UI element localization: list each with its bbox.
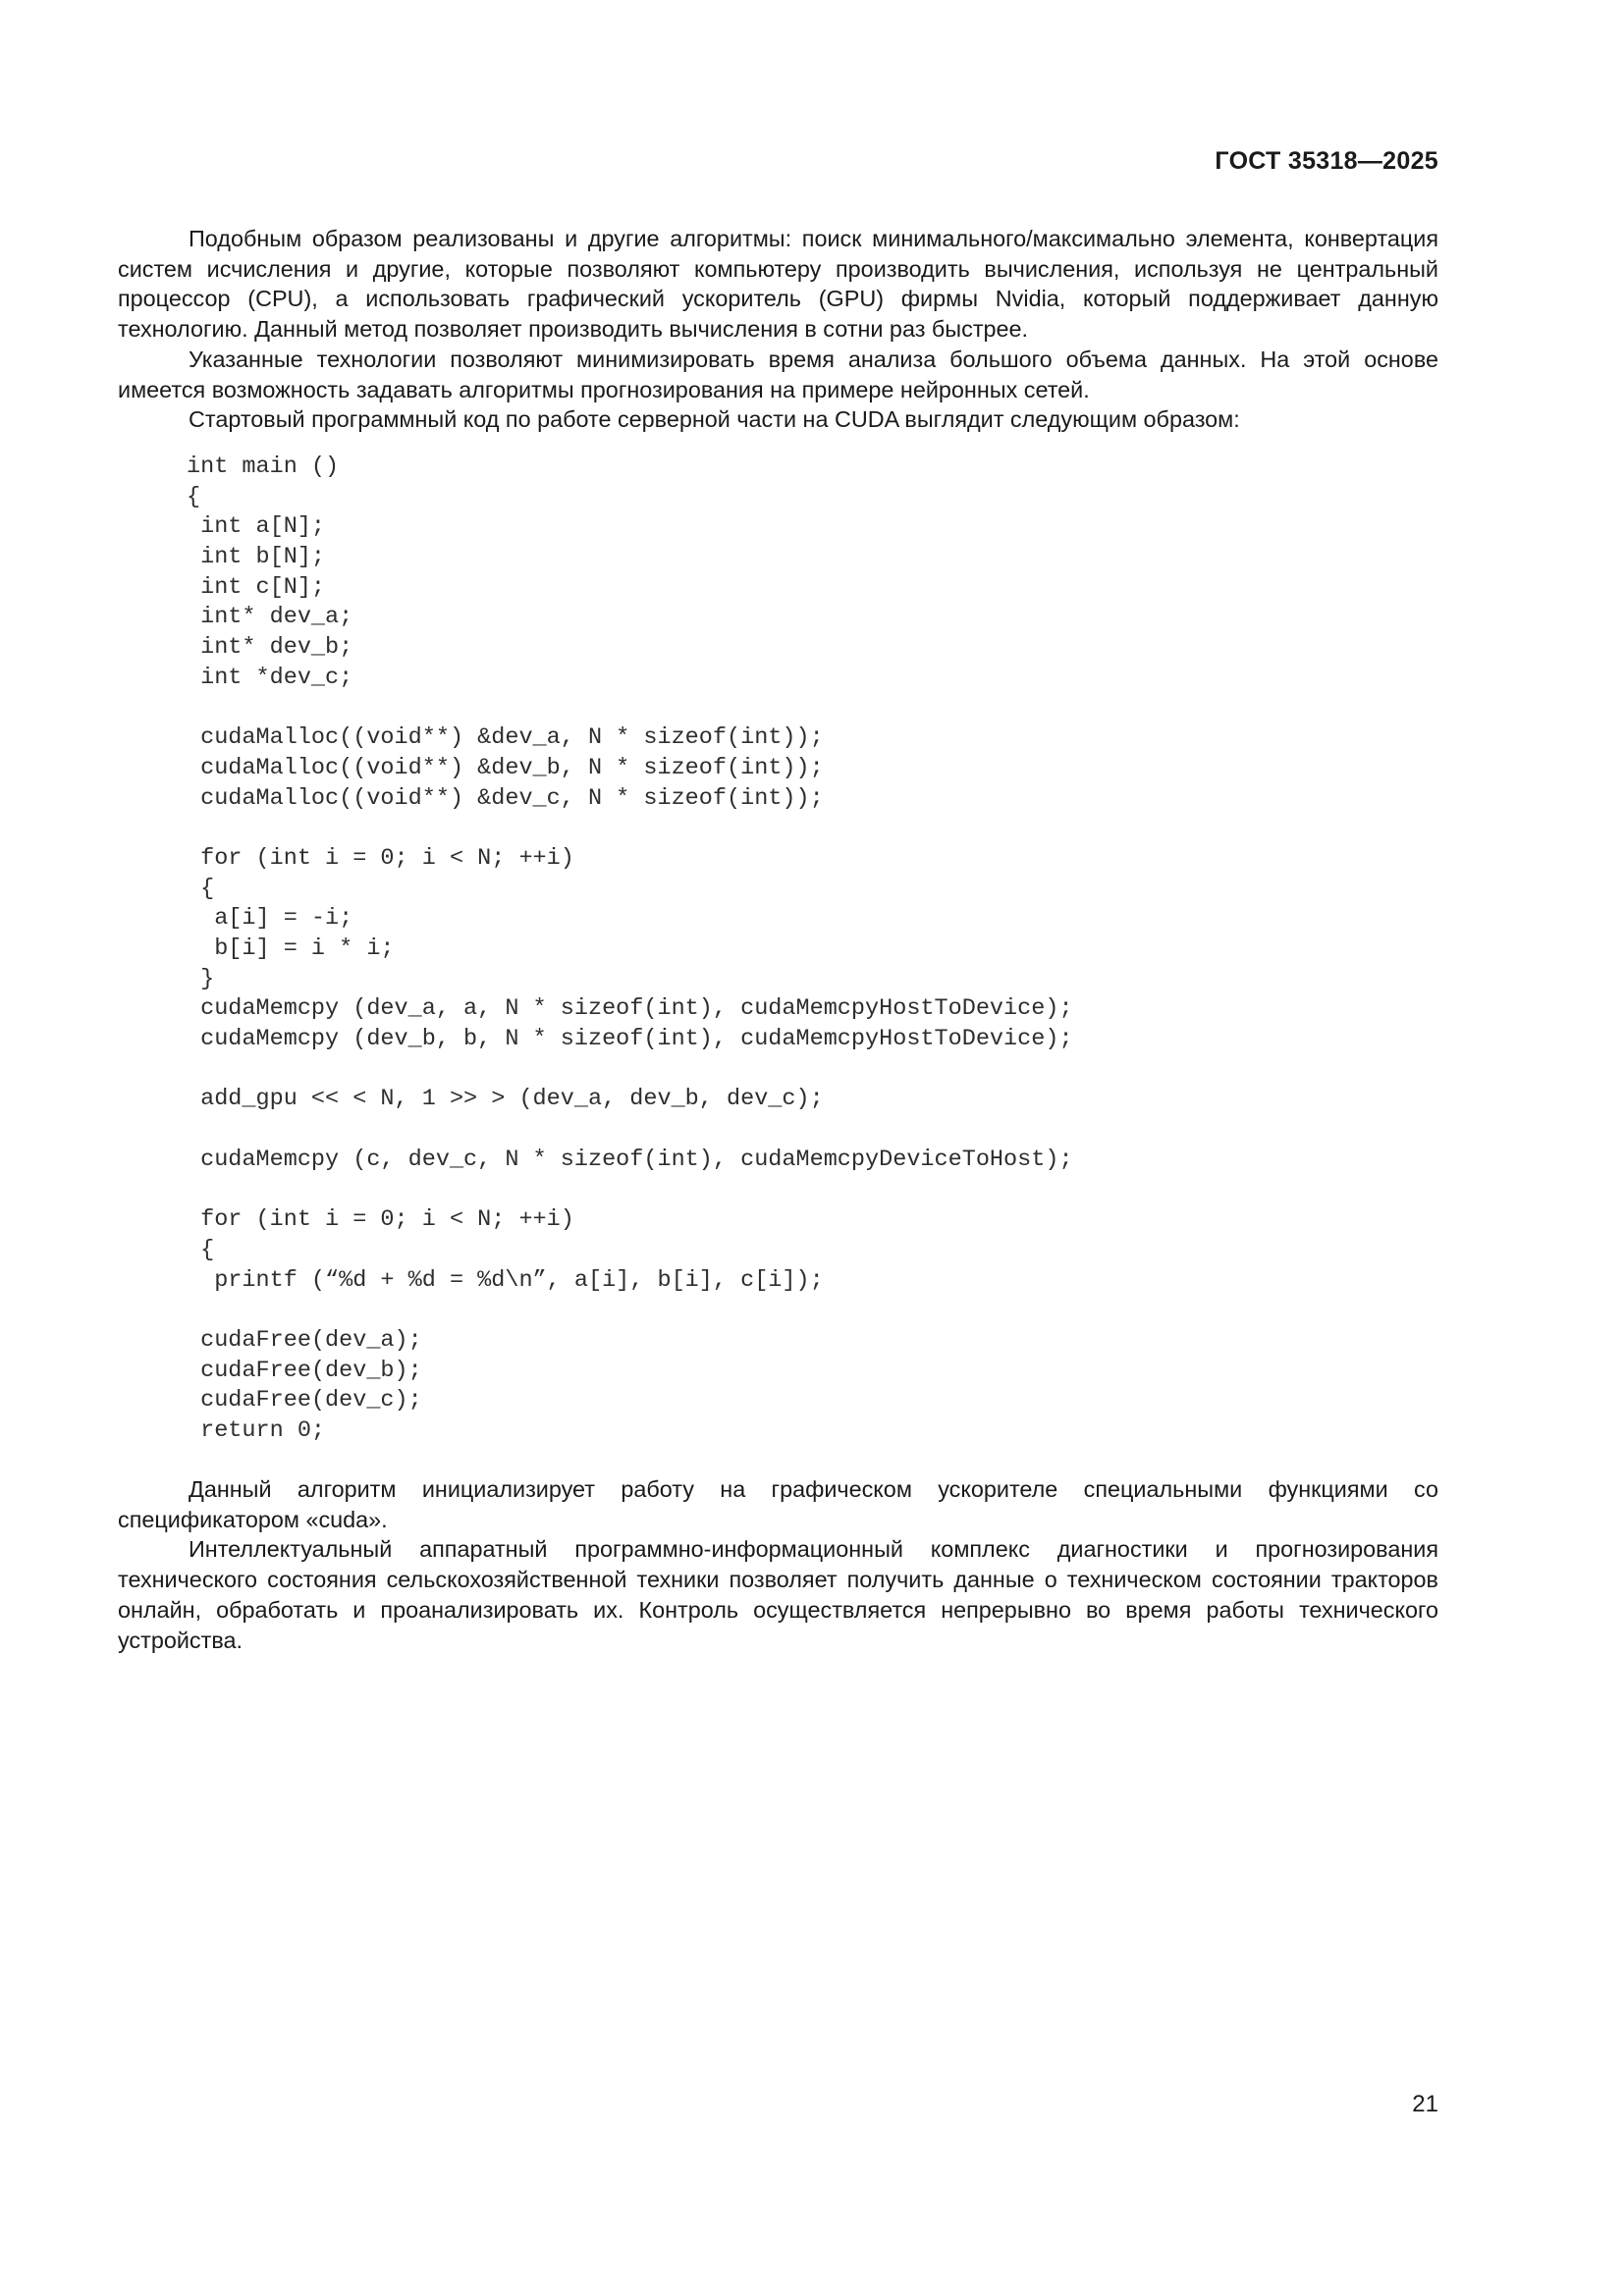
code-line (187, 694, 1424, 724)
paragraph: Указанные технологии позволяют минимизировать время анализа большого объема данных. На этой основе имеется возможность задавать алгоритмы прогнозирования на примере нейронных сетей. (118, 346, 1438, 402)
code-line: int c[N]; (187, 573, 326, 601)
code-line: return 0; (187, 1417, 326, 1444)
paragraph: Подобным образом реализованы и другие алгоритмы: поиск минимального/максимально элемента, конвертация систем исчисления и другие, которые позволяют компьютеру производить вычисления, используя не центральный процессор (CPU), а использовать графический ускоритель (GPU) фирмы Nvidia, который поддерживает данную технологию. Данный метод позволяет производить вычисления в сотни раз быстрее. (118, 226, 1438, 343)
code-line: } (187, 965, 215, 992)
code-line: printf (“%d + %d = %d\n”, a[i], b[i], c[i]); (187, 1266, 824, 1294)
code-line (187, 1176, 1424, 1206)
code-line: cudaFree(dev_a); (187, 1326, 422, 1354)
code-line: cudaMalloc((void**) &dev_a, N * sizeof(int)); (187, 724, 824, 752)
standard-header: ГОСТ 35318—2025 (1215, 147, 1438, 175)
outro-text (118, 1474, 1438, 1655)
code-line (187, 814, 1424, 844)
code-line: cudaMemcpy (dev_a, a, N * sizeof(int), cudaMemcpyHostToDevice); (187, 995, 1073, 1023)
code-line: int* dev_b; (187, 634, 353, 662)
code-line: int main () (187, 454, 340, 480)
code-line: b[i] = i * i; (187, 935, 395, 962)
code-line: cudaMalloc((void**) &dev_c, N * sizeof(int)); (187, 784, 824, 812)
code-line: int b[N]; (187, 544, 326, 571)
code-line: add_gpu << < N, 1 >> > (dev_a, dev_b, dev_c); (187, 1086, 824, 1113)
code-line: for (int i = 0; i < N; ++i) (187, 1206, 574, 1234)
code-line: cudaMemcpy (c, dev_c, N * sizeof(int), cudaMemcpyDeviceToHost); (187, 1146, 1073, 1173)
code-line: a[i] = -i; (187, 905, 353, 933)
code-line (187, 1115, 1424, 1146)
code-line: { (187, 483, 201, 510)
code-line (187, 1055, 1424, 1086)
code-line: int *dev_c; (187, 664, 353, 691)
code-line: int a[N]; (187, 513, 326, 541)
paragraph: Данный алгоритм инициализирует работу на графическом ускорителе специальными функциями со спецификатором «cuda». (118, 1476, 1438, 1532)
code-line: cudaMemcpy (dev_b, b, N * sizeof(int), cudaMemcpyHostToDevice); (187, 1026, 1073, 1053)
paragraph: Интеллектуальный аппаратный программно-информационный комплекс диагностики и прогнозирования технического состояния сельскохозяйственной техники позволяет получить данные о техническом состоянии тракторов онлайн, обработать и проанализировать их. Контроль осуществляется непрерывно во время работы технического устройства. (118, 1536, 1438, 1653)
code-line: cudaFree(dev_b); (187, 1357, 422, 1384)
code-line: { (187, 1236, 215, 1263)
code-line: for (int i = 0; i < N; ++i) (187, 844, 574, 872)
code-listing (187, 453, 1424, 1447)
code-line: { (187, 875, 215, 902)
code-line: cudaFree(dev_c); (187, 1387, 422, 1415)
paragraph: Стартовый программный код по работе серверной части на CUDA выглядит следующим образом: (189, 406, 1240, 433)
page-number: 21 (1412, 2091, 1438, 2117)
code-line: int* dev_a; (187, 604, 353, 631)
intro-text (118, 224, 1438, 435)
code-line (187, 1296, 1424, 1326)
code-line: cudaMalloc((void**) &dev_b, N * sizeof(int)); (187, 754, 824, 781)
